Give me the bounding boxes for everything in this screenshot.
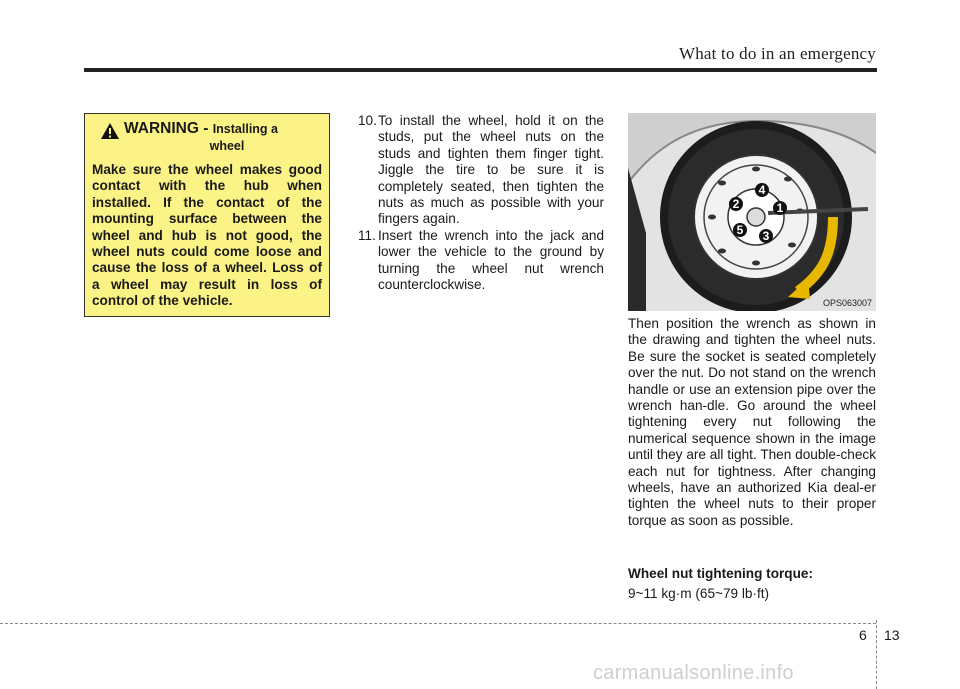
warning-triangle-icon <box>100 122 120 140</box>
lug-nut-label: 1 <box>776 201 784 215</box>
warning-heading <box>100 120 322 140</box>
wheel-drawing <box>628 113 876 311</box>
page-header-title: What to do in an emergency <box>678 44 876 63</box>
lug-nut-label: 4 <box>758 183 766 197</box>
figure-caption: OPS063007 <box>822 298 872 308</box>
section-number: 6 <box>859 627 867 643</box>
warning-dash: - <box>198 120 213 137</box>
torque-value: 9~11 kg·m (65~79 lb·ft) <box>628 586 770 601</box>
page-number: 13 <box>884 627 900 643</box>
wheel-illustration <box>628 113 876 311</box>
step-number: 10. <box>358 113 377 128</box>
lug-nut-label: 5 <box>736 223 744 237</box>
warning-title-group <box>124 120 278 138</box>
header-rule <box>84 68 877 72</box>
warning-title: WARNING <box>124 120 199 137</box>
step-text: To install the wheel, hold it on the studs, put the wheel nuts on the studs and tighten them finger tight. Jiggle the tire to be sure it is completely seated, then tighten the nuts as much as possible with your fingers again. <box>378 113 604 227</box>
warning-subtitle-line2: wheel <box>209 139 245 153</box>
lug-nut-label: 3 <box>762 229 770 243</box>
step-item <box>358 113 604 228</box>
step-item <box>358 228 604 294</box>
warning-subtitle-line1: Installing a <box>212 122 278 136</box>
step-number: 11. <box>358 227 376 243</box>
steps-list <box>358 113 604 293</box>
step-text: Insert the wrench into the jack and lower the vehicle to the ground by turning the wheel nut wrench counterclockwise. <box>378 227 604 293</box>
instruction-paragraph: Then position the wrench as shown in the drawing and tighten the wheel nuts. Be sure the socket is seated completely over the nut. Do not stand on the wrench handle or use an extension pipe over the wrench han-dle. Go around the wheel tightening every nut following the numerical sequence shown in the image until they are all tight. Then double-check each nut for tightness. After changing wheels, have an authorized Kia deal-er tighten the wheel nuts to their proper torque as soon as possible. <box>628 316 876 528</box>
watermark: carmanualsonline.info <box>593 662 794 684</box>
footer-divider <box>0 623 876 624</box>
footer-vertical-divider <box>876 620 877 689</box>
torque-label: Wheel nut tightening torque: <box>628 566 813 581</box>
warning-body: Make sure the wheel makes good contact with the hub when installed. If the contact of the mounting surface between the wheel and hub is not good, the wheel nuts could come loose and cause the loss of a wheel. Loss of a wheel may result in loss of control of the vehicle. <box>92 162 322 309</box>
warning-box <box>84 113 330 317</box>
lug-nut-label: 2 <box>732 197 740 211</box>
